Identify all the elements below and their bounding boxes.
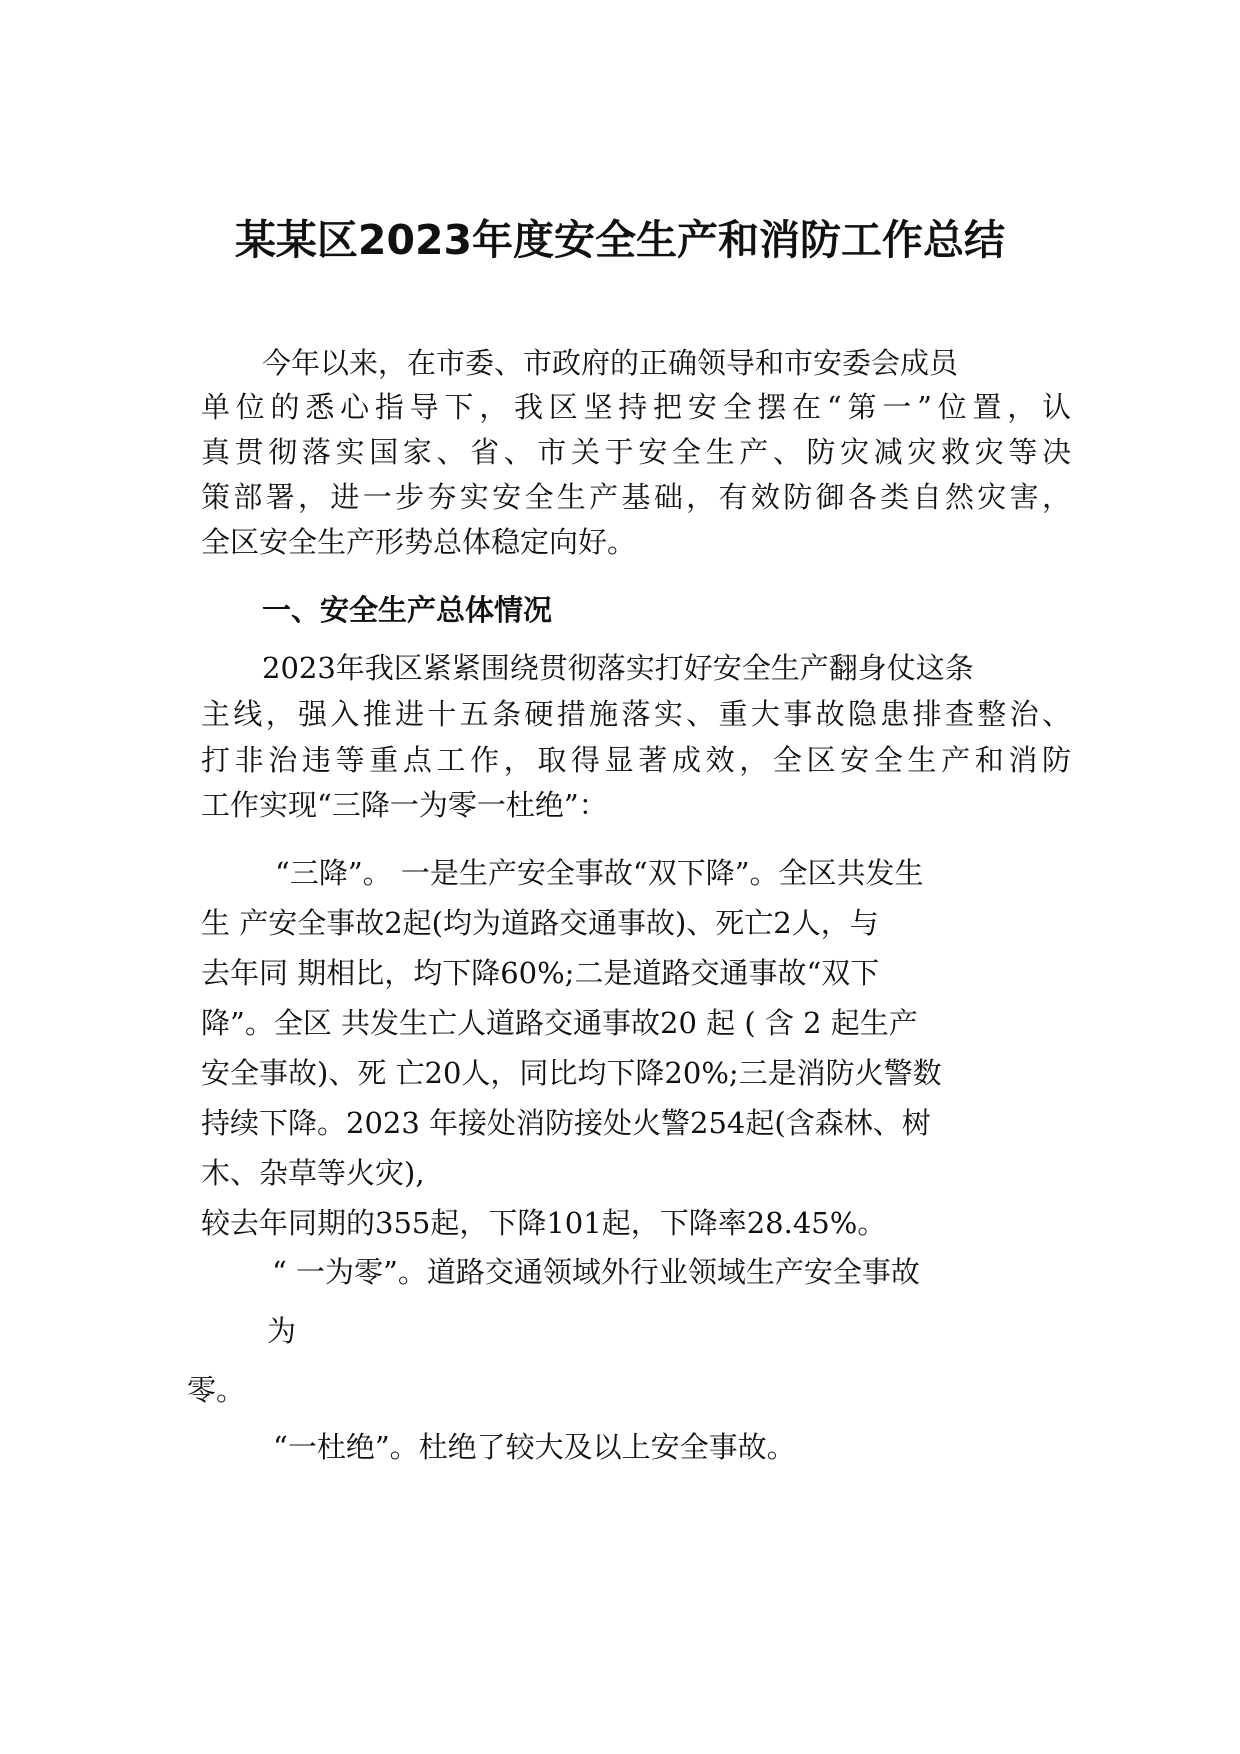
three-drops-line-7: 木、杂草等火灾), [201,1156,425,1190]
three-drops-line-1: “三降”。 一是生产安全事故“双下降”。全区共发生 [275,856,924,890]
section-line-1: 2023年我区紧紧围绕贯彻落实打好安全生产翻身仗这条 [262,651,974,685]
zero-line-3: 零。 [187,1373,246,1407]
intro-line-4: 策部署，进一步夯实安全生产基础，有效防御各类自然灾害， [201,480,1071,514]
intro-line-5: 全区安全生产形势总体稳定向好。 [201,525,637,559]
eliminate-line: “一杜绝”。杜绝了较大及以上安全事故。 [273,1430,796,1464]
zero-line-2: 为 [267,1314,297,1348]
section-line-3: 打非治违等重点工作，取得显著成效，全区安全生产和消防 [201,743,1071,777]
three-drops-line-6: 持续下降。2023 年接处消防接处火警254起(含森林、树 [201,1106,931,1140]
intro-line-2: 单位的悉心指导下，我区坚持把安全摆在“第一”位置，认 [201,390,1071,424]
intro-line-3: 真贯彻落实国家、省、市关于安全生产、防灾减灾救灾等决 [201,435,1071,469]
three-drops-line-4: 降”。全区 共发生亡人道路交通事故20 起 ( 含 2 起生产 [201,1006,918,1040]
intro-line-1: 今年以来，在市委、市政府的正确领导和市安委会成员 [262,346,959,380]
section-line-4: 工作实现“三降一为零一杜绝”： [201,788,608,822]
three-drops-line-3: 去年同 期相比，均下降60%;二是道路交通事故“双下 [201,956,880,990]
three-drops-line-5: 安全事故)、死 亡20人，同比均下降20%;三是消防火警数 [201,1056,942,1090]
document-title: 某某区2023年度安全生产和消防工作总结 [234,216,1006,264]
zero-line-1: “ 一为零”。道路交通领域外行业领域生产安全事故 [272,1255,920,1289]
section-heading: 一、安全生产总体情况 [262,593,553,627]
three-drops-line-8: 较去年同期的355起，下降101起，下降率28.45%。 [201,1206,887,1240]
three-drops-line-2: 生 产安全事故2起(均为道路交通事故)、死亡2人，与 [201,906,879,940]
section-line-2: 主线，强入推进十五条硬措施落实、重大事故隐患排查整治、 [201,697,1071,731]
